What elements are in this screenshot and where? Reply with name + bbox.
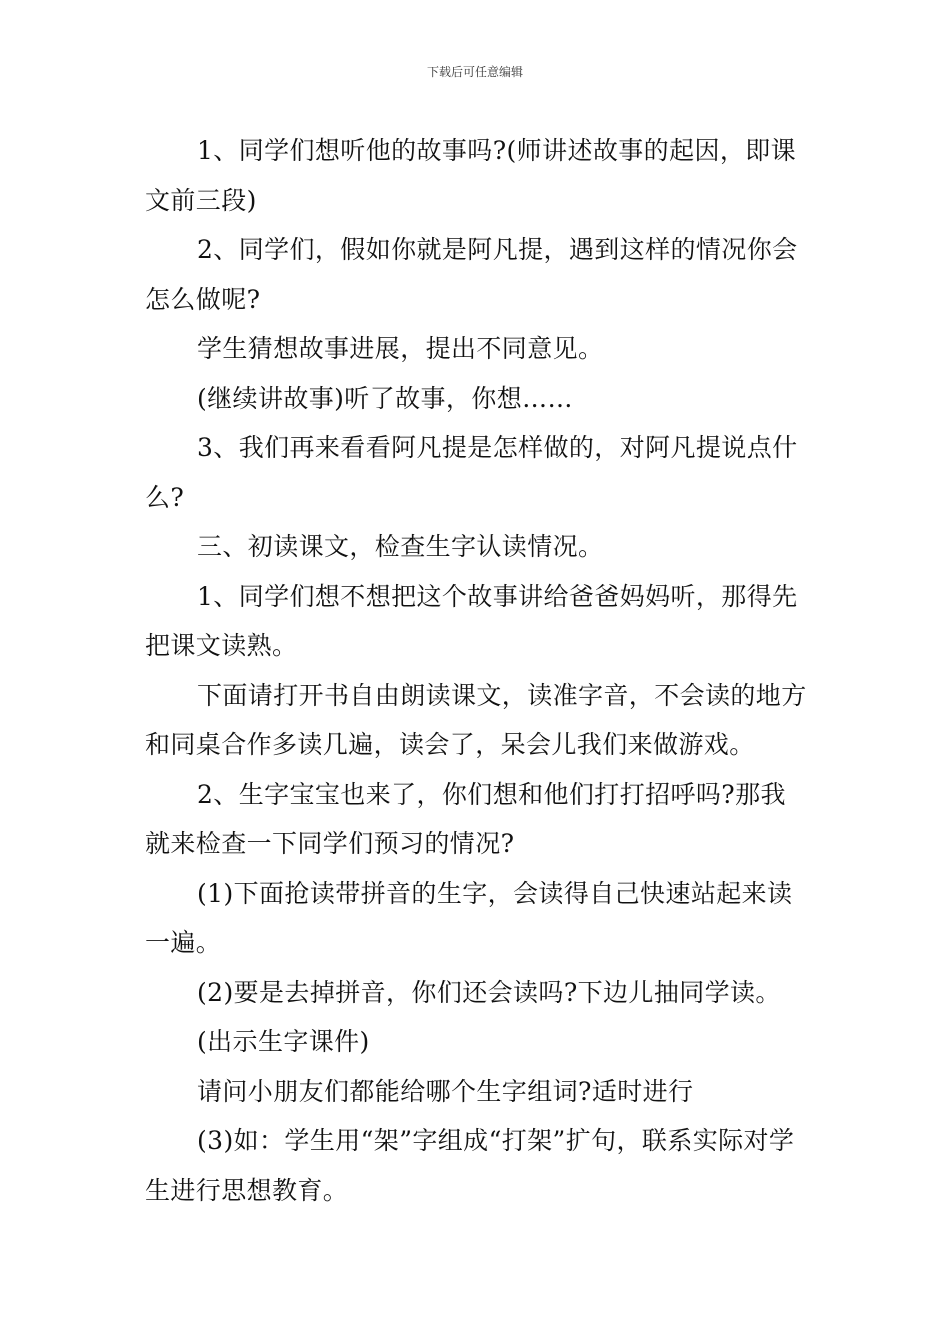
paragraph: (继续讲故事)听了故事，你想……	[197, 383, 573, 413]
paragraph: 3、我们再来看看阿凡提是怎样做的，对阿凡提说点什么?	[145, 433, 798, 512]
paragraph: 1、同学们想不想把这个故事讲给爸爸妈妈听，那得先把课文读熟。	[145, 581, 798, 660]
page-header: 下载后可任意编辑	[426, 65, 523, 79]
paragraph: 下面请打开书自由朗读课文，读准字音，不会读的地方和同桌合作多读几遍，读会了，呆会儿我们来做游戏。	[145, 680, 807, 759]
paragraph: (3)如：学生用“架”字组成“打架”扩句，联系实际对学生进行思想教育。	[145, 1126, 795, 1205]
paragraph: 1、同学们想听他的故事吗?(师讲述故事的起因，即课文前三段)	[145, 136, 797, 215]
paragraph: (2)要是去掉拼音，你们还会读吗?下边儿抽同学读。	[197, 977, 781, 1007]
document-body	[145, 126, 810, 1215]
paragraph: 学生猜想故事进展，提出不同意见。	[197, 334, 604, 363]
paragraph: (出示生字课件)	[197, 1027, 370, 1056]
paragraph: (1)下面抢读带拼音的生字，会读得自己快速站起来读一遍。	[145, 878, 793, 957]
paragraph: 2、生字宝宝也来了，你们想和他们打打招呼吗?那我就来检查一下同学们预习的情况?	[145, 779, 786, 858]
paragraph: 2、同学们，假如你就是阿凡提，遇到这样的情况你会怎么做呢?	[145, 235, 798, 314]
section-heading: 三、初读课文，检查生字认读情况。	[197, 532, 604, 561]
paragraph: 请问小朋友们都能给哪个生字组词?适时进行	[197, 1076, 694, 1106]
